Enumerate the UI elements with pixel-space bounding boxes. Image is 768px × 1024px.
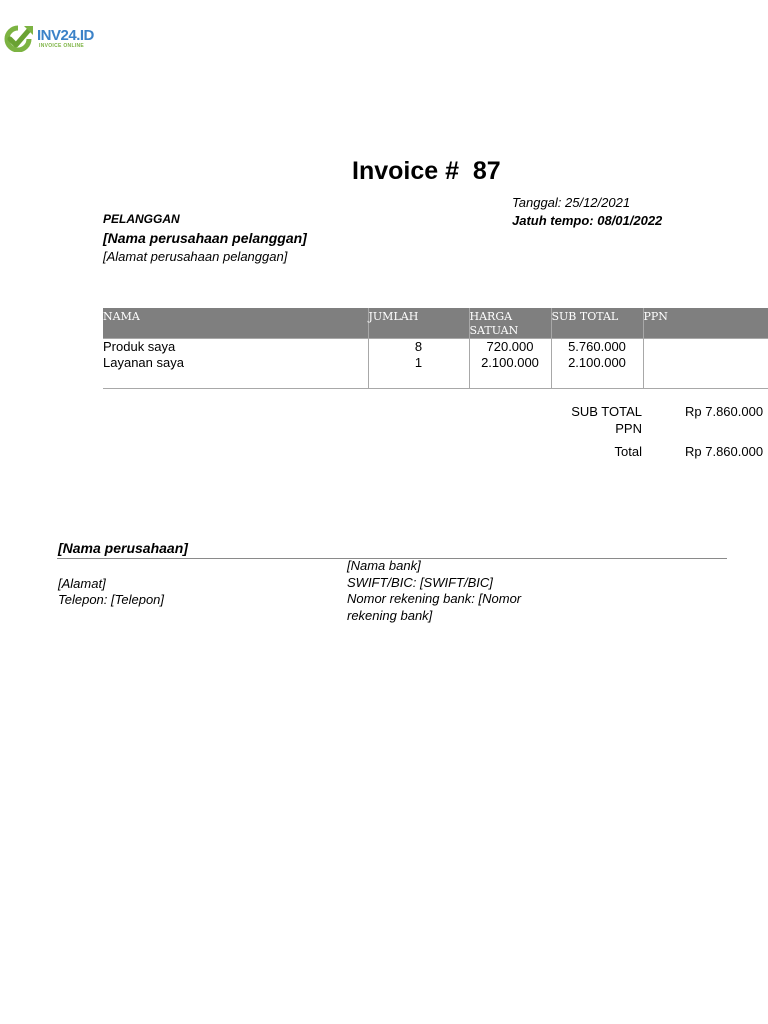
logo-text: INV24.ID [37, 27, 94, 44]
table-row [103, 339, 768, 389]
cell-subtotal [551, 339, 643, 389]
item-subtotal: 5.760.000 [568, 339, 626, 354]
cell-unit-price [469, 339, 551, 389]
company-logo [2, 22, 92, 54]
cell-tax [643, 339, 768, 389]
column-header-tax: PPN [643, 308, 768, 339]
unit-price-header-line1: HARGA [469, 310, 513, 323]
company-name: [Nama perusahaan] [58, 540, 188, 556]
item-tax [644, 339, 768, 355]
item-qty: 1 [414, 355, 423, 370]
bank-account: Nomor rekening bank: [Nomor rekening bank] [347, 591, 522, 623]
customer-name: [Nama perusahaan pelanggan] [103, 230, 307, 246]
item-unit-price: 720.000 [486, 339, 534, 354]
items-table [103, 308, 768, 389]
customer-address: [Alamat perusahaan pelanggan] [103, 249, 288, 264]
unit-price-header-line2: SATUAN [469, 324, 519, 337]
subtotal-label: SUB TOTAL [571, 404, 642, 419]
company-address: [Alamat] [58, 576, 106, 591]
column-header-name: NAMA [103, 308, 368, 339]
invoice-title: Invoice # 87 [352, 157, 501, 185]
item-subtotal: 2.100.000 [568, 355, 626, 370]
invoice-date: Tanggal: 25/12/2021 [512, 195, 631, 210]
bank-name: [Nama bank] [347, 558, 421, 573]
item-name: Layanan saya [103, 355, 184, 370]
item-tax [644, 355, 768, 371]
total-value: Rp 7.860.000 [685, 444, 764, 459]
tax-label: PPN [615, 421, 642, 436]
arrow-up-check-icon [2, 22, 36, 52]
column-header-unit-price [469, 308, 551, 339]
company-phone: Telepon: [Telepon] [58, 592, 165, 607]
table-header-row [103, 308, 768, 339]
logo-subtext: INVOICE ONLINE [39, 43, 85, 49]
invoice-due-date: Jatuh tempo: 08/01/2022 [512, 213, 663, 228]
cell-name [103, 339, 368, 389]
item-qty: 8 [414, 339, 423, 354]
total-label: Total [614, 444, 642, 459]
customer-label: PELANGGAN [103, 212, 180, 226]
column-header-subtotal: SUB TOTAL [551, 308, 643, 339]
item-name: Produk saya [103, 339, 176, 354]
item-unit-price: 2.100.000 [481, 355, 539, 370]
cell-qty [368, 339, 469, 389]
subtotal-value: Rp 7.860.000 [685, 404, 764, 419]
column-header-qty: JUMLAH [368, 308, 469, 339]
bank-swift: SWIFT/BIC: [SWIFT/BIC] [347, 574, 493, 590]
bank-details [347, 558, 542, 624]
